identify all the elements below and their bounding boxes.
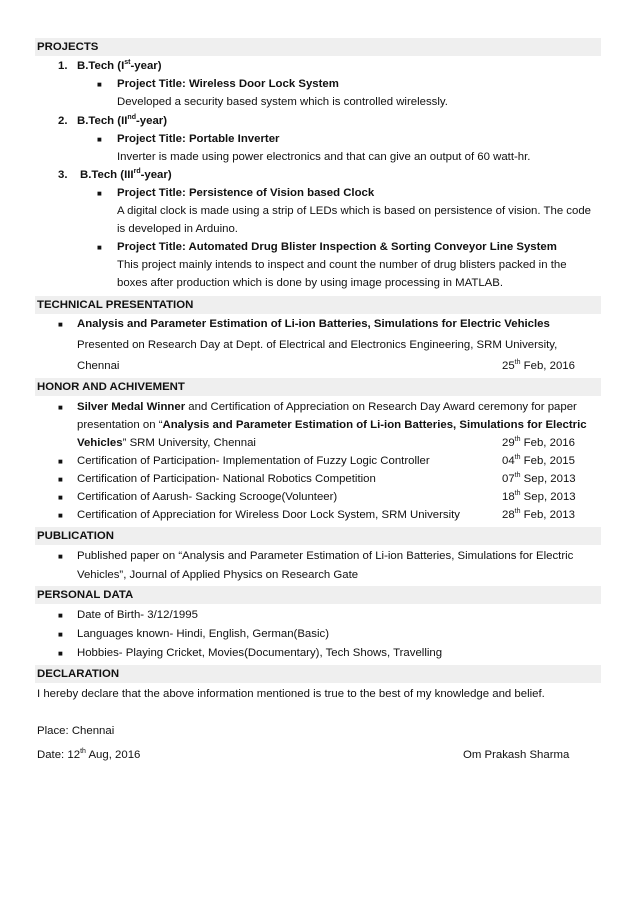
project-title: Project Title: Automated Drug Blister Inspection & Sorting Conveyor Line System: [117, 241, 557, 253]
personal-item: Date of Birth- 3/12/1995: [77, 609, 198, 621]
honor-item: Silver Medal Winner and Certification of Appreciation on Research Day Award ceremony for paper: [77, 401, 577, 413]
declaration-text: I hereby declare that the above information mentioned is true to the best of my knowledge and belief.: [37, 688, 545, 700]
bullet-icon: ■: [97, 135, 102, 144]
bullet-icon: ■: [97, 80, 102, 89]
publication-item-line: Vehicles”, Journal of Applied Physics on Research Gate: [77, 569, 359, 581]
declaration-place: Place: Chennai: [37, 725, 115, 737]
bullet-icon: ■: [58, 611, 63, 620]
bullet-icon: ■: [97, 189, 102, 198]
honor-date: 28th Feb, 2013: [502, 508, 575, 521]
presentation-venue: Presented on Research Day at Dept. of Electrical and Electronics Engineering, SRM University,: [77, 339, 558, 351]
presentation-title: Analysis and Parameter Estimation of Li-ion Batteries, Simulations for Electric Vehicles: [77, 318, 550, 330]
bullet-icon: ■: [58, 457, 63, 466]
bullet-icon: ■: [58, 552, 63, 561]
project-number: 1.: [58, 60, 68, 72]
publication-item: Published paper on “Analysis and Parameter Estimation of Li-ion Batteries, Simulations for Electric: [77, 550, 574, 562]
presentation-venue-city: Chennai: [77, 360, 120, 372]
bullet-icon: ■: [97, 243, 102, 252]
signatory-name: Om Prakash Sharma: [463, 749, 570, 761]
project-title: Project Title: Persistence of Vision based Clock: [117, 187, 375, 199]
honor-date: 07th Sep, 2013: [502, 472, 576, 485]
project-title: Project Title: Wireless Door Lock System: [117, 78, 339, 90]
project-year: B.Tech (IInd-year): [77, 114, 168, 127]
declaration-heading: DECLARATION: [35, 665, 601, 683]
honor-item-line: presentation on “Analysis and Parameter Estimation of Li-ion Batteries, Simulations for Electric: [77, 419, 587, 431]
project-year: B.Tech (IIIrd-year): [80, 168, 172, 181]
honor-date: 04th Feb, 2015: [502, 454, 575, 467]
project-number: 3.: [58, 169, 68, 181]
project-description: Developed a security based system which is controlled wirelessly.: [117, 96, 448, 108]
project-number: 2.: [58, 115, 68, 127]
publication-heading: PUBLICATION: [35, 527, 601, 545]
personal-item: Hobbies- Playing Cricket, Movies(Documentary), Tech Shows, Travelling: [77, 647, 443, 659]
honor-date: 18th Sep, 2013: [502, 490, 576, 503]
bullet-icon: ■: [58, 320, 63, 329]
bullet-icon: ■: [58, 511, 63, 520]
personal-heading: PERSONAL DATA: [35, 586, 601, 604]
bullet-icon: ■: [58, 493, 63, 502]
bullet-icon: ■: [58, 649, 63, 658]
project-description: This project mainly intends to inspect and count the number of drug blisters packed in the: [117, 259, 567, 271]
project-description: A digital clock is made using a strip of LEDs which is based on persistence of vision. The code: [117, 205, 592, 217]
project-description: Inverter is made using power electronics and that can give an output of 60 watt-hr.: [117, 151, 531, 163]
honor-item: Certification of Participation- Implementation of Fuzzy Logic Controller: [77, 455, 430, 467]
declaration-date: Date: 12th Aug, 2016: [37, 748, 141, 761]
project-title: Project Title: Portable Inverter: [117, 133, 280, 145]
personal-item: Languages known- Hindi, English, German(Basic): [77, 628, 329, 640]
project-description: boxes after production which is done by using image processing in MATLAB.: [117, 277, 504, 289]
project-year: B.Tech (Ist-year): [77, 59, 162, 72]
bullet-icon: ■: [58, 403, 63, 412]
honor-item-line: Vehicles” SRM University, Chennai: [77, 437, 256, 449]
technical-heading: TECHNICAL PRESENTATION: [35, 296, 601, 314]
bullet-icon: ■: [58, 475, 63, 484]
honor-heading: HONOR AND ACHIVEMENT: [35, 378, 601, 396]
bullet-icon: ■: [58, 630, 63, 639]
honor-item: Certification of Appreciation for Wireless Door Lock System, SRM University: [77, 509, 460, 521]
projects-heading: PROJECTS: [35, 38, 601, 56]
honor-item: Certification of Participation- National Robotics Competition: [77, 473, 376, 485]
honor-date: 29th Feb, 2016: [502, 436, 575, 449]
presentation-date: 25th Feb, 2016: [502, 359, 575, 372]
project-description: is developed in Arduino.: [117, 223, 238, 235]
honor-item: Certification of Aarush- Sacking Scrooge(Volunteer): [77, 491, 338, 503]
